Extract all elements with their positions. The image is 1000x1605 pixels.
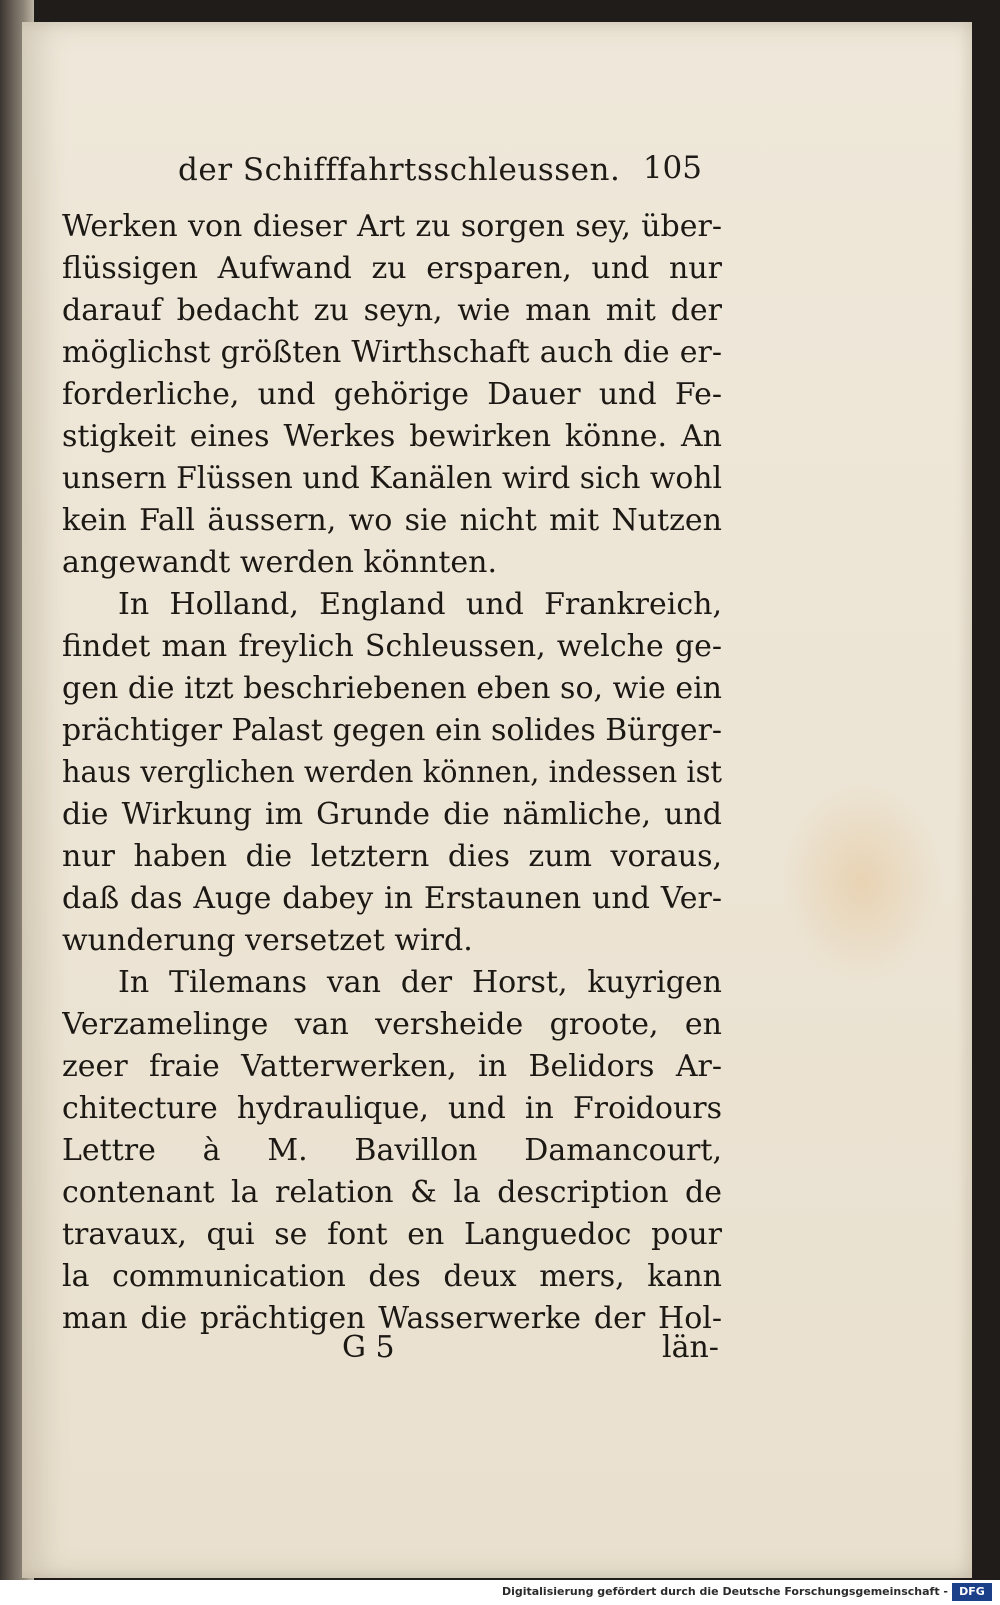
text-line: möglichst größten Wirthschaft auch die er-	[62, 335, 722, 370]
book-page	[22, 22, 972, 1578]
text-line: prächtiger Palast gegen ein solides Bürger-	[62, 713, 722, 748]
text-line: la communication des deux mers, kann	[62, 1259, 722, 1294]
text-line: man die prächtigen Wasserwerke der Hol-	[62, 1301, 722, 1336]
text-line: Werken von dieser Art zu sorgen sey, über-	[62, 209, 722, 244]
text-line: chitecture hydraulique, und in Froidours	[62, 1091, 722, 1126]
text-line: darauf bedacht zu seyn, wie man mit der	[62, 293, 722, 328]
text-line: In Holland, England und Frankreich,	[118, 587, 722, 622]
dfg-logo: DFG	[952, 1583, 992, 1601]
text-line: In Tilemans van der Horst, kuyrigen	[118, 965, 722, 1000]
text-line: nur haben die letztern dies zum voraus,	[62, 839, 722, 874]
text-line: wunderung versetzet wird.	[62, 923, 473, 958]
running-head-title: der Schifffahrtsschleussen.	[178, 152, 621, 188]
text-line: stigkeit eines Werkes bewirken könne. An	[62, 419, 722, 454]
body-text	[62, 206, 722, 1340]
text-line: travaux, qui se font en Languedoc pour	[62, 1217, 722, 1252]
text-line: gen die itzt beschriebenen eben so, wie ein	[62, 671, 722, 706]
text-line: kein Fall äussern, wo sie nicht mit Nutzen	[62, 503, 722, 538]
text-line: findet man freylich Schleussen, welche ge-	[62, 629, 722, 664]
signature-mark: G 5	[342, 1330, 395, 1365]
text-line: die Wirkung im Grunde die nämliche, und	[62, 797, 722, 832]
text-line: unsern Flüssen und Kanälen wird sich wohl	[62, 461, 722, 496]
page-number: 105	[642, 150, 702, 186]
text-line: angewandt werden könnten.	[62, 545, 497, 580]
funding-credit: Digitalisierung gefördert durch die Deutsche Forschungsgemeinschaft -	[501, 1585, 948, 1598]
text-line: forderliche, und gehörige Dauer und Fe-	[62, 377, 722, 412]
paper-stain	[782, 782, 942, 982]
text-line: contenant la relation & la description de	[62, 1175, 722, 1210]
text-line: flüssigen Aufwand zu ersparen, und nur	[62, 251, 722, 286]
text-line: Verzamelinge van versheide groote, en	[62, 1007, 722, 1042]
text-line: haus verglichen werden können, indessen ist	[62, 755, 722, 790]
text-line: Lettre à M. Bavillon Damancourt,	[62, 1133, 722, 1168]
running-head	[142, 150, 702, 190]
footer-bar	[0, 1580, 1000, 1605]
text-line: zeer fraie Vatterwerken, in Belidors Ar-	[62, 1049, 722, 1084]
catchword: län-	[662, 1330, 719, 1365]
text-line: daß das Auge dabey in Erstaunen und Ver-	[62, 881, 722, 916]
